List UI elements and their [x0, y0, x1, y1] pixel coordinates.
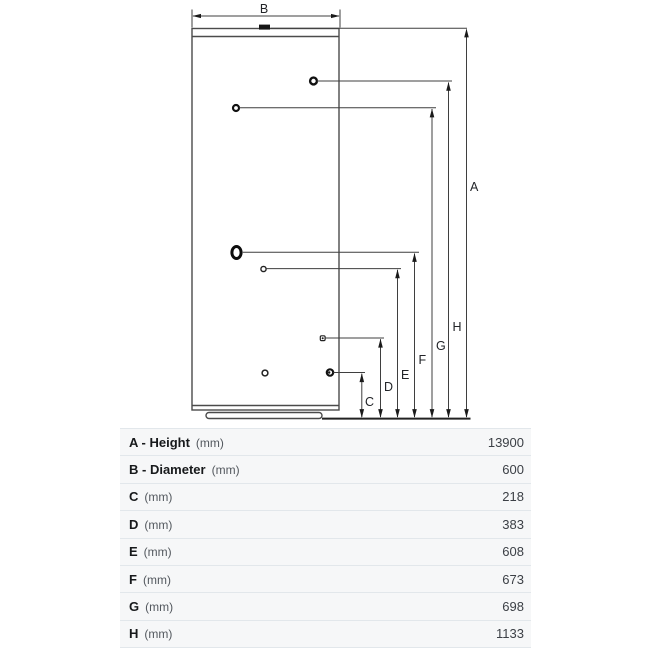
row-value: 383 [502, 516, 524, 532]
dim-label-G: G [436, 339, 446, 353]
row-unit: (mm) [144, 517, 173, 532]
top-connection-fitting-icon [259, 25, 270, 30]
row-unit: (mm) [144, 627, 173, 642]
table-row [120, 621, 531, 648]
sensor-pocket-fitting-icon [320, 336, 325, 341]
table-row [120, 429, 531, 456]
row-label: G (mm) [129, 599, 174, 615]
row-label: D (mm) [129, 516, 173, 532]
row-value: 13900 [487, 434, 524, 450]
dim-label-A: A [470, 180, 479, 194]
row-label: E (mm) [129, 544, 172, 560]
row-value: 608 [502, 544, 524, 560]
lower-right-fitting-icon [327, 369, 333, 375]
dim-label-H: H [452, 320, 462, 334]
row-unit: (mm) [142, 572, 171, 587]
row-value: 673 [502, 571, 524, 587]
row-unit: (mm) [211, 463, 240, 478]
upper-right-fitting-icon [310, 78, 317, 85]
row-label: C (mm) [129, 489, 173, 505]
row-label: H (mm) [129, 626, 173, 642]
table-row [120, 511, 531, 538]
row-value: 698 [502, 599, 524, 615]
table-row [120, 539, 531, 566]
mid-fitting-icon [261, 266, 266, 271]
row-unit: (mm) [144, 490, 173, 505]
tank-outline [192, 29, 339, 419]
row-unit: (mm) [143, 545, 172, 560]
dim-label-E: E [401, 368, 410, 382]
row-unit: (mm) [195, 435, 224, 450]
row-value: 1133 [496, 626, 524, 642]
dim-label-F: F [418, 353, 427, 367]
immersion-boss-icon [232, 247, 241, 259]
row-value: 218 [502, 489, 524, 505]
spec-table [120, 428, 531, 648]
dim-label-B: B [259, 2, 269, 16]
table-row [120, 484, 531, 511]
row-label: B - Diameter (mm) [129, 462, 240, 478]
row-label: F (mm) [129, 571, 171, 587]
table-row [120, 456, 531, 483]
row-label: A - Height (mm) [129, 434, 224, 450]
lower-left-fitting-icon [262, 370, 268, 376]
dimension-B [192, 2, 340, 28]
table-row [120, 566, 531, 593]
dim-label-D: D [384, 380, 394, 394]
row-unit: (mm) [145, 600, 174, 615]
upper-left-fitting-icon [233, 105, 239, 111]
dim-label-C: C [365, 395, 375, 409]
dimension-E [266, 269, 409, 418]
table-row [120, 593, 531, 620]
row-value: 600 [502, 462, 524, 478]
tank-base-plinth [206, 413, 322, 419]
